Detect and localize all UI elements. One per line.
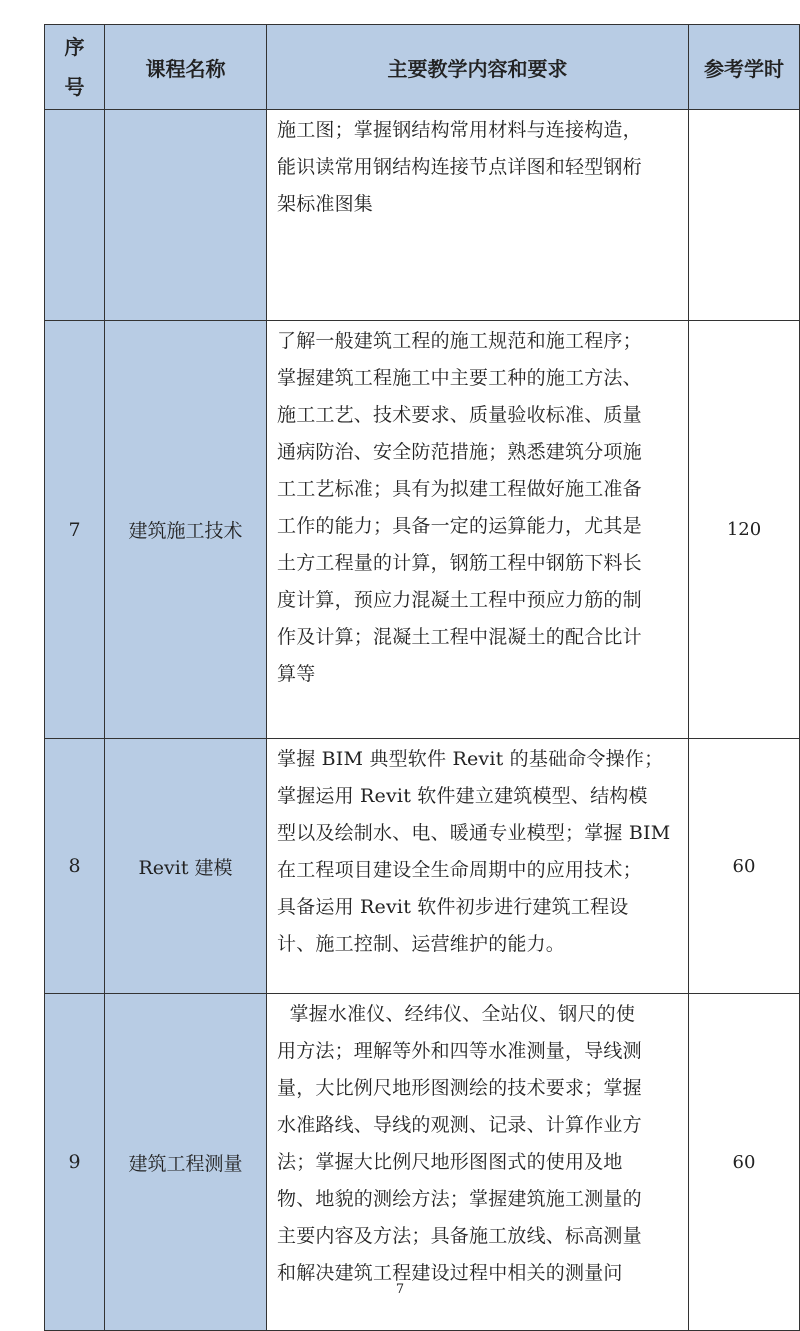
row-hours: 60 — [689, 994, 800, 1331]
content-line: 架标准图集 — [277, 193, 374, 215]
row-seq: 9 — [45, 994, 105, 1331]
content-line: 施工工艺、技术要求、质量验收标准、质量 — [277, 404, 642, 426]
row-course-name: 建筑工程测量 — [105, 994, 267, 1331]
content-line: 型以及绘制水、电、暖通专业模型；掌握 BIM — [277, 822, 671, 844]
header-seq-char-2: 号 — [64, 75, 85, 99]
content-line: 了解一般建筑工程的施工规范和施工程序； — [277, 330, 642, 352]
row-course-name: Revit 建模 — [105, 739, 267, 994]
row-course-name: 建筑施工技术 — [105, 321, 267, 739]
row-seq — [45, 110, 105, 321]
row-hours: 120 — [689, 321, 800, 739]
content-line: 度计算，预应力混凝土工程中预应力筋的制 — [277, 589, 642, 611]
content-line: 能识读常用钢结构连接节点详图和轻型钢桁 — [277, 156, 642, 178]
row-hours: 60 — [689, 739, 800, 994]
content-line: 掌握 BIM 典型软件 Revit 的基础命令操作； — [277, 748, 664, 770]
header-seq — [45, 25, 105, 110]
content-line: 掌握水准仪、经纬仪、全站仪、钢尺的使 — [277, 1003, 636, 1025]
table-row — [45, 739, 800, 994]
content-line: 水准路线、导线的观测、记录、计算作业方 — [277, 1114, 642, 1136]
content-line: 作及计算；混凝土工程中混凝土的配合比计 — [277, 626, 642, 648]
header-seq-char-1: 序 — [64, 35, 85, 59]
row-content — [267, 110, 689, 321]
content-line: 量，大比例尺地形图测绘的技术要求；掌握 — [277, 1077, 642, 1099]
table-row — [45, 994, 800, 1331]
row-seq: 7 — [45, 321, 105, 739]
content-line: 和解决建筑工程建设过程中相关的测量问 — [277, 1262, 623, 1284]
content-line: 掌握建筑工程施工中主要工种的施工方法、 — [277, 367, 642, 389]
page-number: 7 — [395, 1282, 405, 1297]
content-line: 掌握运用 Revit 软件建立建筑模型、结构模 — [277, 785, 648, 807]
content-line: 法；掌握大比例尺地形图图式的使用及地 — [277, 1151, 623, 1173]
row-content — [267, 994, 689, 1331]
content-line: 通病防治、安全防范措施；熟悉建筑分项施 — [277, 441, 642, 463]
content-line: 工作的能力；具备一定的运算能力，尤其是 — [277, 515, 642, 537]
header-content: 主要教学内容和要求 — [267, 25, 689, 110]
row-seq: 8 — [45, 739, 105, 994]
header-hours: 参考学时 — [689, 25, 800, 110]
content-line: 计、施工控制、运营维护的能力。 — [277, 933, 566, 955]
row-content — [267, 321, 689, 739]
row-hours — [689, 110, 800, 321]
header-course-name: 课程名称 — [105, 25, 267, 110]
course-table — [44, 24, 800, 1331]
content-line: 物、地貌的测绘方法；掌握建筑施工测量的 — [277, 1188, 642, 1210]
content-line: 主要内容及方法；具备施工放线、标高测量 — [277, 1225, 642, 1247]
table-row — [45, 110, 800, 321]
content-line: 算等 — [277, 663, 316, 685]
content-line: 土方工程量的计算，钢筋工程中钢筋下料长 — [277, 552, 642, 574]
content-line: 具备运用 Revit 软件初步进行建筑工程设 — [277, 896, 629, 918]
table-row — [45, 321, 800, 739]
row-course-name — [105, 110, 267, 321]
row-content — [267, 739, 689, 994]
content-line: 工工艺标准；具有为拟建工程做好施工准备 — [277, 478, 642, 500]
content-line: 用方法；理解等外和四等水准测量，导线测 — [277, 1040, 642, 1062]
content-line: 施工图；掌握钢结构常用材料与连接构造， — [277, 119, 642, 141]
content-line: 在工程项目建设全生命周期中的应用技术； — [277, 859, 642, 881]
header-row — [45, 25, 800, 110]
